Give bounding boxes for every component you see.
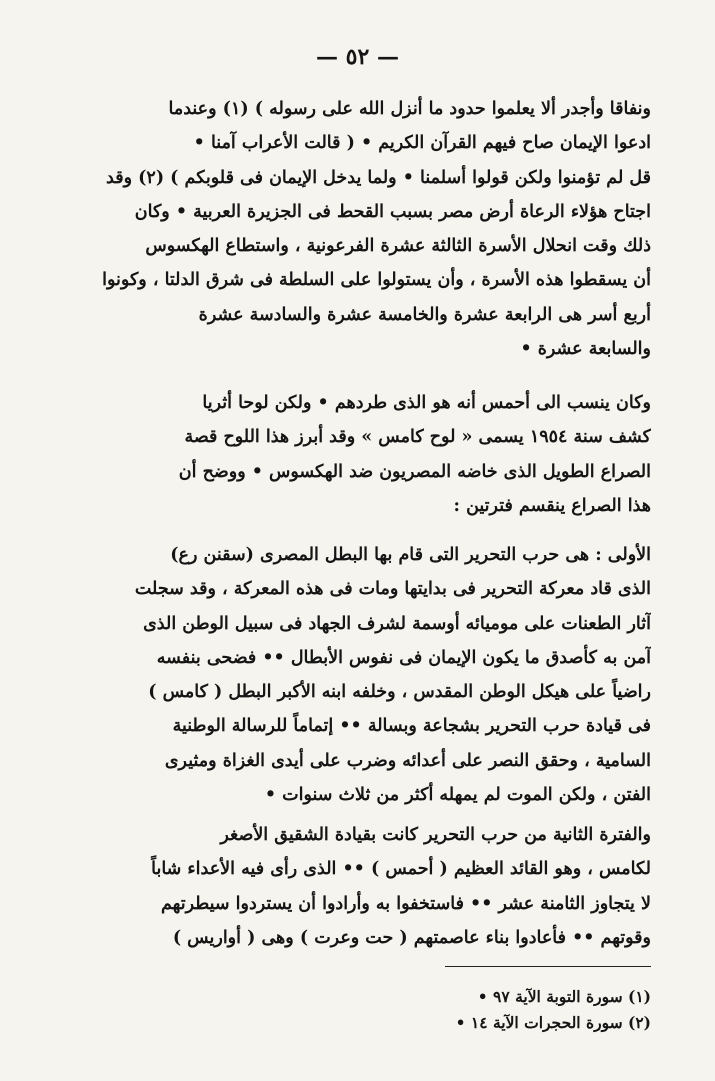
text-line: فى قيادة حرب التحرير بشجاعة وبسالة •• إتماماً للرسالة الوطنية: [172, 716, 651, 737]
text-line: أن يسقطوا هذه الأسرة ، وأن يستولوا على السلطة فى شرق الدلتا ، وكونوا: [102, 270, 651, 291]
paragraph-3: [64, 538, 651, 812]
text-line: الذى قاد معركة التحرير فى بدايتها ومات فى هذه المعركة ، وقد سجلت: [134, 579, 651, 600]
text-line: لكامس ، وهو القائد العظيم ( أحمس ) •• الذى رأى فيه الأعداء شاباً: [151, 859, 651, 880]
text-line: كشف سنة ١٩٥٤ يسمى « لوح كامس » وقد أبرز هذا اللوح قصة: [184, 427, 651, 448]
text-line: الصراع الطويل الذى خاضه المصريون ضد الهكسوس • ووضح أن: [178, 461, 651, 482]
text-line: قل لم تؤمنوا ولكن قولوا أسلمنا • ولما يدخل الإيمان فى قلوبكم ) (٢) وقد: [106, 167, 651, 188]
text-line: والفترة الثانية من حرب التحرير كانت بقيادة الشقيق الأصغر: [220, 825, 651, 845]
text-line: أربع أسر هى الرابعة عشرة والخامسة عشرة والسادسة عشرة: [198, 304, 651, 325]
text-line: ادعوا الإيمان صاح فيهم القرآن الكريم • ( قالت الأعراب آمنا •: [193, 133, 651, 154]
footnote-divider: [445, 966, 651, 967]
text-line: آمن به كأصدق ما يكون الإيمان فى نفوس الأبطال •• فضحى بنفسه: [156, 647, 651, 668]
paragraph-2: [64, 386, 651, 523]
paragraph-4: [64, 818, 651, 955]
footnote: (٢) سورة الحجرات الآية ١٤ •: [455, 1013, 651, 1032]
text-line: ونفاقا وأجدر ألا يعلموا حدود ما أنزل الله على رسوله ) (١) وعندما: [168, 99, 651, 119]
text-line: اجتاح هؤلاء الرعاة أرض مصر بسبب القحط فى الجزيرة العربية • وكان: [134, 201, 651, 222]
text-line: السامية ، وحقق النصر على أعدائه وضرب على أيدى الغزاة ومثيرى: [164, 750, 651, 771]
text-line: لا يتجاوز الثامنة عشر •• فاستخفوا به وأرادوا أن يستردوا سيطرتهم: [161, 893, 651, 914]
text-line: آثار الطعنات على موميائه أوسمة لشرف الجهاد فى سبيل الوطن الذى: [143, 613, 651, 634]
text-line: ذلك وقت انحلال الأسرة الثالثة عشرة الفرعونية ، واستطاع الهكسوس: [145, 236, 651, 257]
paragraph-1: [64, 92, 651, 366]
text-line: والسابعة عشرة •: [520, 339, 651, 360]
text-line: راضياً على هيكل الوطن المقدس ، وخلفه ابنه الأكبر البطل ( كامس ): [148, 682, 651, 703]
footnotes: [300, 984, 651, 1036]
text-line: هذا الصراع ينقسم فترتين :: [453, 495, 651, 516]
text-line: الأولى : هى حرب التحرير التى قام بها البطل المصرى (سقنن رع): [170, 545, 651, 565]
text-line: الفتن ، ولكن الموت لم يمهله أكثر من ثلاث سنوات •: [264, 785, 651, 806]
footnote: (١) سورة التوبة الآية ٩٧ •: [477, 987, 651, 1006]
text-line: وقوتهم •• فأعادوا بناء عاصمتهم ( حت وعرت ) وهى ( أواريس ): [172, 927, 651, 948]
text-line: وكان ينسب الى أحمس أنه هو الذى طردهم • ولكن لوحا أثريا: [202, 393, 651, 413]
page-number: — ٥٢ —: [316, 44, 399, 70]
